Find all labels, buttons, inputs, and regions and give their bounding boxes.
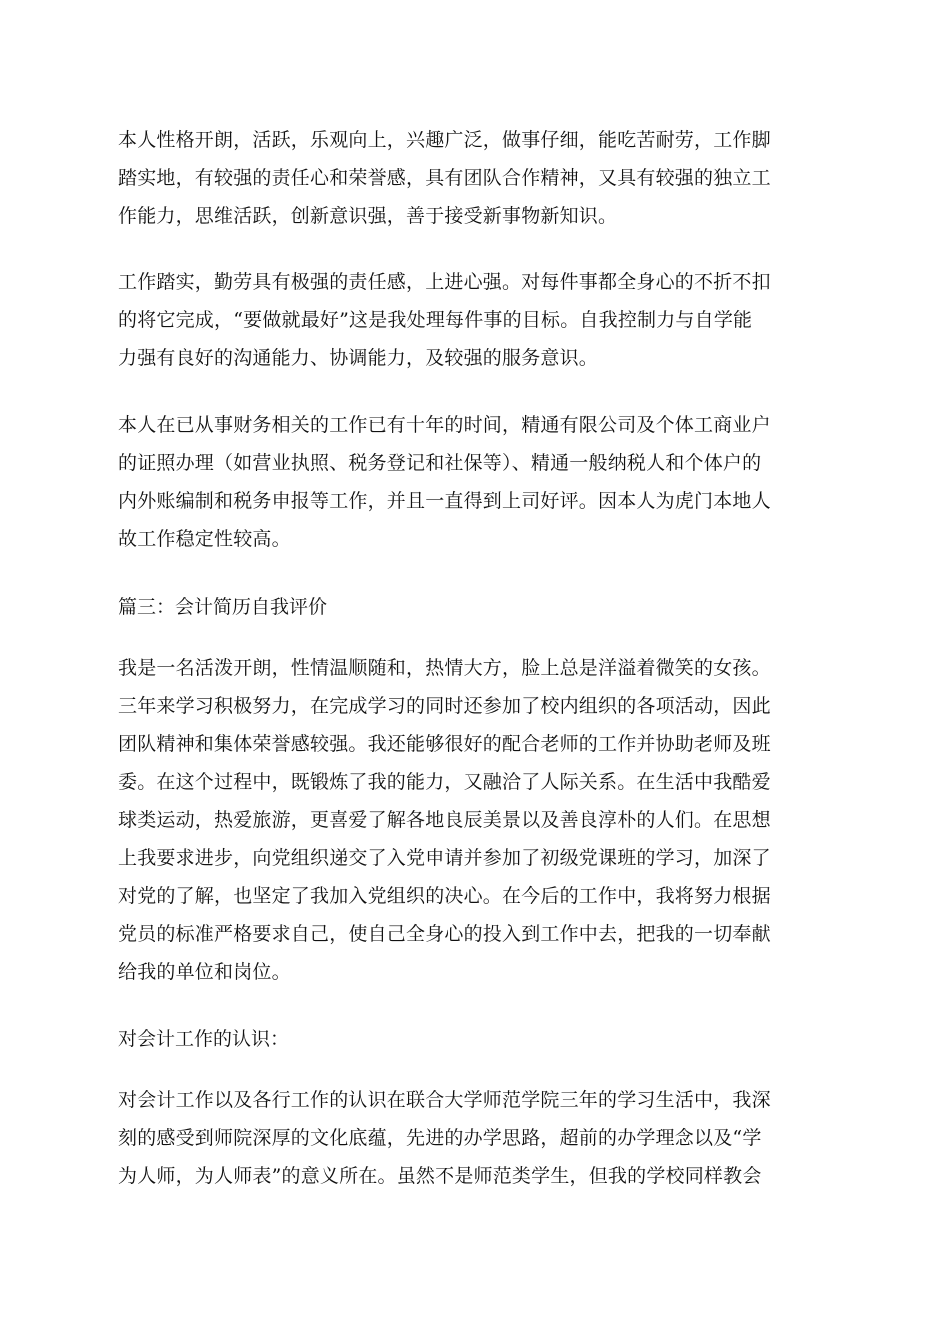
text-line: 的证照办理（如营业执照、税务登记和社保等）、精通一般纳税人和个体户的 xyxy=(118,452,762,474)
text-line: 给我的单位和岗位。 xyxy=(118,961,291,983)
text-line: 本人在已从事财务相关的工作已有十年的时间，精通有限公司及个体工商业户 xyxy=(118,414,771,436)
text-line: 对会计工作以及各行工作的认识在联合大学师范学院三年的学习生活中，我深 xyxy=(118,1089,771,1111)
text-line: 踏实地，有较强的责任心和荣誉感，具有团队合作精神，又具有较强的独立工 xyxy=(118,167,771,189)
text-line: 党员的标准严格要求自己，使自己全身心的投入到工作中去，把我的一切奉献 xyxy=(118,923,771,945)
text-line: 作能力，思维活跃，创新意识强，善于接受新事物新知识。 xyxy=(118,205,618,227)
text-line: 三年来学习积极努力，在完成学习的同时还参加了校内组织的各项活动，因此 xyxy=(118,695,771,717)
text-line: 故工作稳定性较高。 xyxy=(118,528,291,550)
text-line: 对党的了解，也坚定了我加入党组织的决心。在今后的工作中，我将努力根据 xyxy=(118,885,771,907)
paragraph-personality xyxy=(118,121,818,235)
paragraph-experience xyxy=(118,406,818,558)
text-line: 我是一名活泼开朗，性情温顺随和，热情大方，脸上总是洋溢着微笑的女孩。 xyxy=(118,657,771,679)
text-line: 工作踏实，勤劳具有极强的责任感，上进心强。对每件事都全身心的不折不扣 xyxy=(118,271,771,293)
paragraph-self-evaluation xyxy=(118,649,818,991)
text-line: 团队精神和集体荣誉感较强。我还能够很好的配合老师的工作并协助老师及班 xyxy=(118,733,771,755)
text-line: 的将它完成，“要做就最好”这是我处理每件事的目标。自我控制力与自学能 xyxy=(118,309,753,331)
text-line: 内外账编制和税务申报等工作，并且一直得到上司好评。因本人为虎门本地人 xyxy=(118,490,771,512)
text-line: 委。在这个过程中，既锻炼了我的能力，又融洽了人际关系。在生活中我酷爱 xyxy=(118,771,771,793)
text-line: 球类运动，热爱旅游，更喜爱了解各地良辰美景以及善良淳朴的人们。在思想 xyxy=(118,809,771,831)
text-line: 上我要求进步，向党组织递交了入党申请并参加了初级党课班的学习，加深了 xyxy=(118,847,771,869)
section-heading-accounting: 对会计工作的认识： xyxy=(118,1028,290,1050)
section-heading-3: 篇三：会计简历自我评价 xyxy=(118,596,328,618)
text-line: 刻的感受到师院深厚的文化底蕴，先进的办学思路，超前的办学理念以及“学 xyxy=(118,1127,762,1149)
text-line: 本人性格开朗，活跃，乐观向上，兴趣广泛，做事仔细，能吃苦耐劳，工作脚 xyxy=(118,129,771,151)
paragraph-work-attitude xyxy=(118,263,818,377)
text-line: 为人师，为人师表”的意义所在。虽然不是师范类学生，但我的学校同样教会 xyxy=(118,1165,762,1187)
text-line: 力强有良好的沟通能力、协调能力，及较强的服务意识。 xyxy=(118,347,599,369)
paragraph-accounting-understanding xyxy=(118,1081,818,1195)
